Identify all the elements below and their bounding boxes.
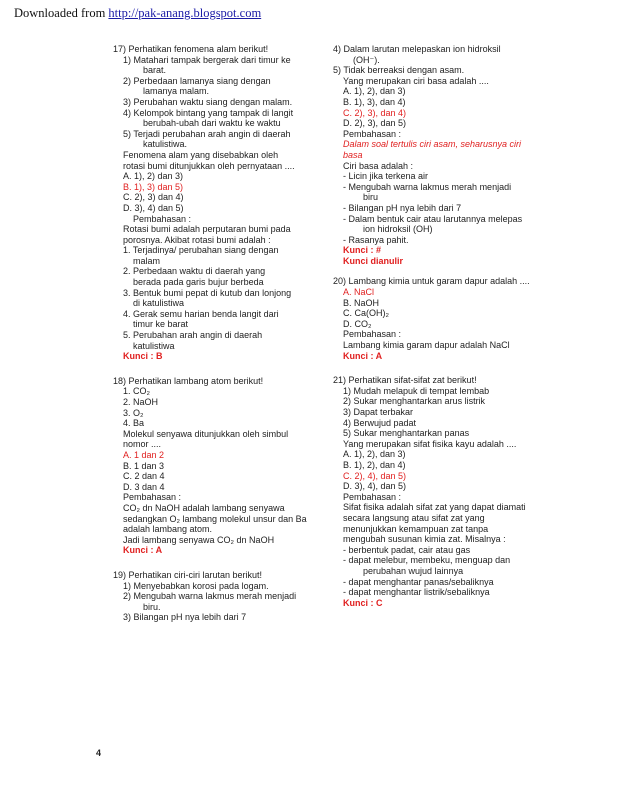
- right-column-line: Kunci : C: [343, 597, 383, 608]
- left-column-line: 2) Mengubah warna lakmus merah menjadi: [123, 591, 297, 602]
- right-column-line: Kunci : A: [343, 350, 383, 361]
- left-column-line: barat.: [143, 65, 167, 76]
- left-column-line: 18) Perhatikan lambang atom berikut!: [113, 375, 264, 386]
- right-column-line: 3) Dapat terbakar: [343, 407, 414, 417]
- right-column-line: [333, 361, 548, 375]
- right-column-line: A. 1), 2), dan 3): [343, 449, 406, 460]
- left-column-line: A. 1), 2) dan 3): [123, 171, 184, 182]
- right-column-line: D. 2), 3), dan 5): [343, 118, 407, 129]
- left-column-line: 3. O₂: [123, 407, 144, 418]
- right-column-line: basa: [343, 149, 363, 160]
- left-column-line: di katulistiwa: [133, 298, 185, 309]
- right-column-line: 20) Lambang kimia untuk garam dapur adalah ....: [333, 276, 530, 287]
- left-column-line: Pembahasan :: [123, 492, 182, 503]
- right-column-line: Yang merupakan ciri basa adalah ....: [343, 75, 489, 86]
- left-column-line: CO₂ dn NaOH adalah lambang senyawa: [123, 502, 285, 513]
- right-column-line: Ciri basa adalah :: [343, 160, 414, 171]
- left-column-line: rotasi bumi ditunjukkan oleh pernyataan ....: [123, 160, 295, 171]
- left-column-line: 1) Matahari tampak bergerak dari timur ke: [123, 54, 291, 65]
- left-column-line: 3. Bentuk bumi pepat di kutub dan lonjong: [123, 287, 292, 298]
- right-column-line: A. NaCl: [343, 287, 375, 298]
- left-column-line: Molekul senyawa ditunjukkan oleh simbul: [123, 428, 289, 439]
- right-column-line: C. 2), 3), dan 4): [343, 107, 407, 118]
- right-column-line: secara langsung atau sifat zat yang: [343, 512, 485, 523]
- left-column-line: 1. Terjadinya/ perubahan siang dengan: [123, 245, 279, 256]
- right-column-line: 1) Mudah melapuk di tempat lembab: [343, 385, 490, 396]
- left-column-line: Fenomena alam yang disebabkan oleh: [123, 149, 279, 160]
- left-column-line: timur ke barat: [133, 319, 189, 330]
- page-number: 4: [96, 748, 102, 758]
- left-column-line: 3) Perubahan waktu siang dengan malam.: [123, 96, 293, 107]
- right-column-line: B. 1), 3), dan 4): [343, 96, 406, 107]
- left-column-line: malam: [133, 255, 161, 266]
- right-column-line: A. 1), 2), dan 3): [343, 86, 406, 97]
- left-column-line: C. 2), 3) dan 4): [123, 192, 184, 203]
- right-column-line: Sifat fisika adalah sifat zat yang dapat diamati: [343, 502, 526, 513]
- right-column-line: Kunci : #: [343, 245, 382, 256]
- right-column-line: C. Ca(OH)₂: [343, 308, 389, 319]
- left-column-line: Rotasi bumi adalah perputaran bumi pada: [123, 224, 291, 235]
- right-column-line: - berbentuk padat, cair atau gas: [343, 544, 471, 555]
- right-column-line: Kunci dianulir: [343, 255, 404, 266]
- header-prefix: Downloaded from: [14, 6, 109, 20]
- right-column-line: - dapat melebur, membeku, menguap dan: [343, 555, 511, 566]
- right-column-line: [333, 266, 548, 276]
- left-column-line: lamanya malam.: [143, 86, 210, 97]
- left-column-line: biru.: [143, 601, 161, 612]
- right-column-line: 5) Tidak berreaksi dengan asam.: [333, 65, 465, 76]
- right-column-line: 4) Berwujud padat: [343, 417, 417, 428]
- left-column-line: Pembahasan :: [133, 213, 192, 224]
- right-column-line: D. 3), 4), dan 5): [343, 481, 407, 492]
- right-column-line: (OH⁻).: [353, 54, 380, 65]
- right-column-line: Pembahasan :: [343, 491, 402, 502]
- right-column-line: perubahan wujud lainnya: [363, 565, 464, 576]
- right-column-line: D. CO₂: [343, 318, 372, 329]
- right-column-line: mengubah susunan kimia zat. Misalnya :: [343, 534, 506, 545]
- left-column-line: 2. Perbedaan waktu di daerah yang: [123, 266, 266, 277]
- left-column-line: katulistiwa: [133, 340, 175, 351]
- left-column-line: 19) Perhatikan ciri-ciri larutan berikut!: [113, 569, 263, 580]
- left-column-line: 5. Perubahan arah angin di daerah: [123, 330, 263, 341]
- right-column-line: Pembahasan :: [343, 329, 402, 340]
- right-column-line: - Dalam bentuk cair atau larutannya melepas: [343, 213, 523, 224]
- left-column-line: porosnya. Akibat rotasi bumi adalah :: [123, 234, 271, 245]
- left-column: [113, 44, 313, 623]
- right-column-line: B. 1), 2), dan 4): [343, 459, 406, 470]
- right-column-line: - dapat menghantar listrik/sebaliknya: [343, 587, 490, 598]
- left-column-line: C. 2 dan 4: [123, 471, 165, 482]
- right-column-line: Pembahasan :: [343, 128, 402, 139]
- right-column-line: - dapat menghantar panas/sebaliknya: [343, 576, 494, 587]
- right-column-line: C. 2), 4), dan 5): [343, 470, 407, 481]
- left-column-line: B. 1), 3) dan 5): [123, 181, 184, 192]
- blog-link[interactable]: http://pak-anang.blogspot.com: [108, 6, 262, 20]
- left-column-line: berubah-ubah dari waktu ke waktu: [143, 118, 281, 129]
- left-column-line: Kunci : B: [123, 351, 163, 362]
- right-column-line: - Bilangan pH nya lebih dari 7: [343, 202, 462, 213]
- left-column-line: D. 3), 4) dan 5): [123, 202, 184, 213]
- right-column-line: biru: [363, 192, 379, 203]
- left-column-line: 2. NaOH: [123, 397, 159, 407]
- right-column-line: Yang merupakan sifat fisika kayu adalah ....: [343, 438, 517, 449]
- left-column-line: 4. Gerak semu harian benda langit dari: [123, 308, 279, 319]
- left-column-line: 2) Perbedaan lamanya siang dengan: [123, 75, 271, 86]
- right-column-line: menunjukkan kemampuan zat tanpa: [343, 523, 489, 534]
- left-column-line: Kunci : A: [123, 545, 163, 556]
- left-column-line: A. 1 dan 2: [123, 449, 165, 460]
- left-column-line: sedangkan O₂ lambang molekul unsur dan Ba: [123, 513, 307, 524]
- left-column-line: 5) Terjadi perubahan arah angin di daerah: [123, 128, 291, 139]
- left-column-line: D. 3 dan 4: [123, 481, 165, 492]
- left-column-line: 17) Perhatikan fenomena alam berikut!: [113, 44, 269, 54]
- left-column-line: adalah lambang atom.: [123, 524, 213, 535]
- left-column-line: 3) Bilangan pH nya lebih dari 7: [123, 612, 247, 623]
- right-column-line: Lambang kimia garam dapur adalah NaCl: [343, 340, 510, 351]
- left-column-line: berada pada garis bujur berbeda: [133, 277, 264, 288]
- left-column-line: katulistiwa.: [143, 139, 188, 150]
- left-column-line: 1) Menyebabkan korosi pada logam.: [123, 580, 269, 591]
- right-column-line: Dalam soal tertulis ciri asam, seharusnya ciri: [343, 139, 522, 150]
- download-header: [14, 6, 261, 21]
- right-column-line: 5) Sukar menghantarkan panas: [343, 428, 470, 439]
- left-column-line: 4. Ba: [123, 418, 145, 429]
- left-column-line: [113, 362, 313, 376]
- right-column-line: - Mengubah warna lakmus merah menjadi: [343, 181, 512, 192]
- right-column-line: - Rasanya pahit.: [343, 234, 409, 245]
- right-column-line: ion hidroksil (OH): [363, 224, 433, 235]
- left-column-line: 4) Kelompok bintang yang tampak di langit: [123, 107, 294, 118]
- right-column: [333, 44, 548, 608]
- left-column-line: B. 1 dan 3: [123, 460, 165, 471]
- right-column-line: - Licin jika terkena air: [343, 171, 429, 182]
- right-column-line: B. NaOH: [343, 297, 380, 308]
- left-column-line: [113, 556, 313, 570]
- right-column-line: 21) Perhatikan sifat-sifat zat berikut!: [333, 375, 477, 386]
- left-column-line: 1. CO₂: [123, 386, 150, 397]
- right-column-line: 2) Sukar menghantarkan arus listrik: [343, 396, 486, 407]
- left-column-line: nomor ....: [123, 439, 162, 450]
- left-column-line: Jadi lambang senyawa CO₂ dn NaOH: [123, 534, 275, 545]
- right-column-line: 4) Dalam larutan melepaskan ion hidroksil: [333, 44, 501, 54]
